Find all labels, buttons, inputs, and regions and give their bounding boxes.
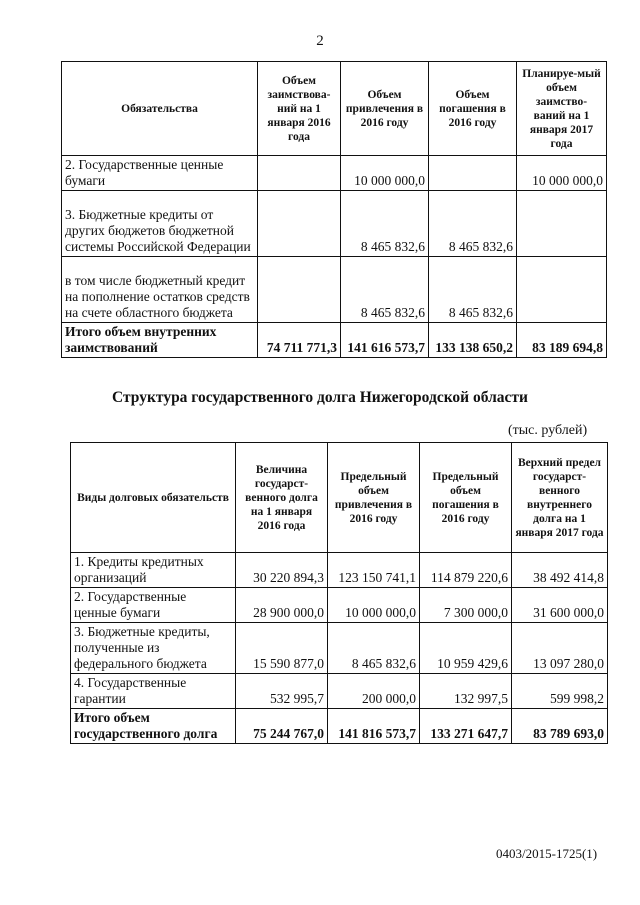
total-value: 141 816 573,7 <box>328 709 420 744</box>
cell-value <box>258 156 341 191</box>
cell-value: 532 995,7 <box>236 674 328 709</box>
cell-value: 599 998,2 <box>512 674 608 709</box>
total-row <box>62 323 607 358</box>
cell-value: 38 492 414,8 <box>512 553 608 588</box>
total-value: 83 789 693,0 <box>512 709 608 744</box>
cell-value: 30 220 894,3 <box>236 553 328 588</box>
header-borrowings-jan-2016: Объем заимствова-ний на 1 января 2016 года <box>258 62 341 156</box>
cell-value <box>517 191 607 257</box>
total-value: 141 616 573,7 <box>341 323 429 358</box>
cell-value: 15 590 877,0 <box>236 623 328 674</box>
header-obligations: Обязательства <box>62 62 258 156</box>
table-row <box>71 588 608 623</box>
cell-value: 28 900 000,0 <box>236 588 328 623</box>
debt-structure-table <box>70 442 608 744</box>
row-label: 1. Кредиты кредитных организаций <box>71 553 236 588</box>
units-label: (тыс. рублей) <box>508 423 588 438</box>
header-max-attraction-2016: Предельный объем привлечения в 2016 году <box>328 443 420 553</box>
cell-value: 10 000 000,0 <box>341 156 429 191</box>
cell-value: 7 300 000,0 <box>420 588 512 623</box>
borrowings-table <box>61 61 607 358</box>
row-label: 2. Государственные ценные бумаги <box>62 156 258 191</box>
row-label: 4. Государственные гарантии <box>71 674 236 709</box>
cell-value: 13 097 280,0 <box>512 623 608 674</box>
cell-value: 8 465 832,6 <box>429 191 517 257</box>
cell-value <box>258 257 341 323</box>
cell-value: 10 000 000,0 <box>517 156 607 191</box>
cell-value <box>258 191 341 257</box>
total-value: 83 189 694,8 <box>517 323 607 358</box>
header-upper-limit-jan-2017: Верхний предел государст-венного внутреннего долга на 1 января 2017 года <box>512 443 608 553</box>
cell-value: 10 959 429,6 <box>420 623 512 674</box>
cell-value: 8 465 832,6 <box>341 257 429 323</box>
total-value: 74 711 771,3 <box>258 323 341 358</box>
section-title: Структура государственного долга Нижегородской области <box>112 389 528 406</box>
total-label: Итого объем внутренних заимствований <box>62 323 258 358</box>
cell-value: 8 465 832,6 <box>341 191 429 257</box>
header-repayment-2016: Объем погашения в 2016 году <box>429 62 517 156</box>
row-label: 2. Государственные ценные бумаги <box>71 588 236 623</box>
page-number: 2 <box>316 33 324 49</box>
cell-value <box>517 257 607 323</box>
table-row <box>62 156 607 191</box>
cell-value: 8 465 832,6 <box>429 257 517 323</box>
header-debt-types: Виды долговых обязательств <box>71 443 236 553</box>
total-value: 75 244 767,0 <box>236 709 328 744</box>
header-max-repayment-2016: Предельный объем погашения в 2016 году <box>420 443 512 553</box>
cell-value: 123 150 741,1 <box>328 553 420 588</box>
table-row <box>71 623 608 674</box>
row-label: 3. Бюджетные кредиты, полученные из федерального бюджета <box>71 623 236 674</box>
total-value: 133 271 647,7 <box>420 709 512 744</box>
table-header-row <box>71 443 608 553</box>
table-header-row <box>62 62 607 156</box>
table-row <box>71 674 608 709</box>
total-value: 133 138 650,2 <box>429 323 517 358</box>
table-row <box>71 553 608 588</box>
cell-value: 31 600 000,0 <box>512 588 608 623</box>
cell-value: 200 000,0 <box>328 674 420 709</box>
document-code: 0403/2015-1725(1) <box>496 846 598 861</box>
header-attraction-2016: Объем привлечения в 2016 году <box>341 62 429 156</box>
total-label: Итого объем государственного долга <box>71 709 236 744</box>
cell-value <box>429 156 517 191</box>
total-row <box>71 709 608 744</box>
header-planned-jan-2017: Планируе-мый объем заимство-ваний на 1 января 2017 года <box>517 62 607 156</box>
row-label: в том числе бюджетный кредит на пополнение остатков средств на счете областного бюджета <box>62 257 258 323</box>
table-row <box>62 191 607 257</box>
row-label: 3. Бюджетные кредиты от других бюджетов бюджетной системы Российской Федерации <box>62 191 258 257</box>
cell-value: 10 000 000,0 <box>328 588 420 623</box>
table-row <box>62 257 607 323</box>
header-debt-jan-2016: Величина государст-венного долга на 1 января 2016 года <box>236 443 328 553</box>
cell-value: 8 465 832,6 <box>328 623 420 674</box>
cell-value: 132 997,5 <box>420 674 512 709</box>
cell-value: 114 879 220,6 <box>420 553 512 588</box>
